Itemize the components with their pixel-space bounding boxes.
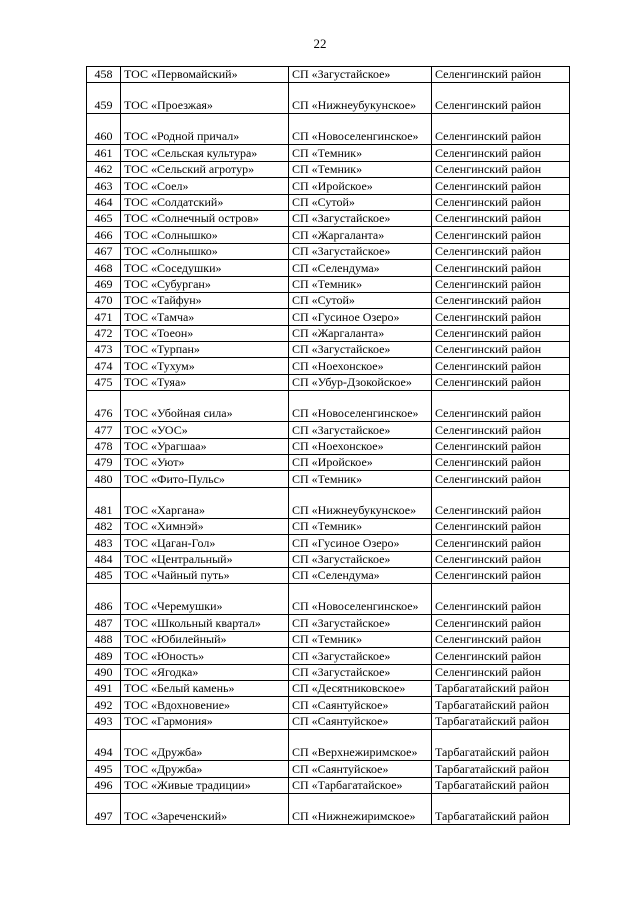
settlement-name: СП «Загустайское» — [289, 210, 432, 226]
district-name: Селенгинский район — [432, 145, 570, 161]
settlement-name: СП «Саянтуйское» — [289, 713, 432, 729]
tos-name: ТОС «Харгана» — [121, 487, 289, 518]
tos-name: ТОС «Гармония» — [121, 713, 289, 729]
settlement-name: СП «Тарбагатайское» — [289, 777, 432, 793]
settlement-name: СП «Нижнежиримское» — [289, 793, 432, 824]
row-number: 480 — [87, 471, 121, 487]
settlement-name: СП «Десятниковское» — [289, 680, 432, 696]
settlement-name: СП «Загустайское» — [289, 243, 432, 259]
page-number: 22 — [313, 36, 327, 51]
table-row — [87, 422, 570, 438]
tos-name: ТОС «Тамча» — [121, 309, 289, 325]
row-number: 469 — [87, 276, 121, 292]
tos-name: ТОС «Цаган-Гол» — [121, 535, 289, 551]
settlement-name: СП «Сутой» — [289, 194, 432, 210]
row-number: 463 — [87, 178, 121, 194]
row-number: 497 — [87, 793, 121, 824]
row-number: 459 — [87, 83, 121, 114]
tos-name: ТОС «Дружба» — [121, 761, 289, 777]
tos-name: ТОС «Родной причал» — [121, 114, 289, 145]
table-row — [87, 227, 570, 243]
settlement-name: СП «Загустайское» — [289, 342, 432, 358]
district-name: Селенгинский район — [432, 631, 570, 647]
table-row — [87, 67, 570, 83]
tos-name: ТОС «Проезжая» — [121, 83, 289, 114]
row-number: 488 — [87, 631, 121, 647]
row-number: 478 — [87, 438, 121, 454]
settlement-name: СП «Темник» — [289, 276, 432, 292]
tos-name: ТОС «Центральный» — [121, 551, 289, 567]
settlement-name: СП «Гусиное Озеро» — [289, 309, 432, 325]
table-row — [87, 518, 570, 534]
district-name: Селенгинский район — [432, 471, 570, 487]
table-row — [87, 194, 570, 210]
district-name: Тарбагатайский район — [432, 713, 570, 729]
settlement-name: СП «Жаргаланта» — [289, 227, 432, 243]
tos-registry-table — [86, 66, 570, 825]
row-number: 489 — [87, 648, 121, 664]
district-name: Селенгинский район — [432, 391, 570, 422]
row-number: 492 — [87, 697, 121, 713]
district-name: Селенгинский район — [432, 567, 570, 583]
district-name: Селенгинский район — [432, 178, 570, 194]
district-name: Тарбагатайский район — [432, 730, 570, 761]
district-name: Селенгинский район — [432, 374, 570, 390]
settlement-name: СП «Нижнеубукунское» — [289, 83, 432, 114]
district-name: Селенгинский район — [432, 260, 570, 276]
district-name: Селенгинский район — [432, 518, 570, 534]
table-row — [87, 342, 570, 358]
table-row — [87, 777, 570, 793]
settlement-name: СП «Загустайское» — [289, 664, 432, 680]
tos-name: ТОС «Фито-Пульс» — [121, 471, 289, 487]
table-row — [87, 664, 570, 680]
district-name: Селенгинский район — [432, 358, 570, 374]
table-row — [87, 713, 570, 729]
table-row — [87, 730, 570, 761]
tos-name: ТОС «Первомайский» — [121, 67, 289, 83]
row-number: 481 — [87, 487, 121, 518]
table-row — [87, 358, 570, 374]
district-name: Селенгинский район — [432, 161, 570, 177]
table-row — [87, 471, 570, 487]
row-number: 461 — [87, 145, 121, 161]
table-row — [87, 309, 570, 325]
tos-name: ТОС «Солнышко» — [121, 243, 289, 259]
table-row — [87, 260, 570, 276]
settlement-name: СП «Новоселенгинское» — [289, 114, 432, 145]
district-name: Селенгинский район — [432, 83, 570, 114]
district-name: Селенгинский район — [432, 615, 570, 631]
settlement-name: СП «Иройское» — [289, 178, 432, 194]
district-name: Тарбагатайский район — [432, 697, 570, 713]
row-number: 482 — [87, 518, 121, 534]
table-row — [87, 391, 570, 422]
tos-name: ТОС «Убойная сила» — [121, 391, 289, 422]
settlement-name: СП «Темник» — [289, 471, 432, 487]
row-number: 475 — [87, 374, 121, 390]
row-number: 496 — [87, 777, 121, 793]
table-row — [87, 276, 570, 292]
row-number: 465 — [87, 210, 121, 226]
district-name: Тарбагатайский район — [432, 777, 570, 793]
district-name: Тарбагатайский район — [432, 761, 570, 777]
tos-name: ТОС «Соел» — [121, 178, 289, 194]
table-row — [87, 210, 570, 226]
tos-name: ТОС «Школьный квартал» — [121, 615, 289, 631]
row-number: 491 — [87, 680, 121, 696]
table-row — [87, 697, 570, 713]
table-row — [87, 161, 570, 177]
settlement-name: СП «Гусиное Озеро» — [289, 535, 432, 551]
settlement-name: СП «Нижнеубукунское» — [289, 487, 432, 518]
row-number: 487 — [87, 615, 121, 631]
tos-name: ТОС «Тайфун» — [121, 292, 289, 308]
district-name: Селенгинский район — [432, 664, 570, 680]
row-number: 466 — [87, 227, 121, 243]
table-row — [87, 292, 570, 308]
row-number: 494 — [87, 730, 121, 761]
table-row — [87, 567, 570, 583]
row-number: 462 — [87, 161, 121, 177]
table-row — [87, 535, 570, 551]
tos-name: ТОС «Солнечный остров» — [121, 210, 289, 226]
table-row — [87, 631, 570, 647]
tos-name: ТОС «Ягодка» — [121, 664, 289, 680]
tos-name: ТОС «Зареченский» — [121, 793, 289, 824]
district-name: Селенгинский район — [432, 648, 570, 664]
district-name: Селенгинский район — [432, 114, 570, 145]
settlement-name: СП «Саянтуйское» — [289, 761, 432, 777]
row-number: 483 — [87, 535, 121, 551]
table-row — [87, 551, 570, 567]
settlement-name: СП «Темник» — [289, 145, 432, 161]
row-number: 473 — [87, 342, 121, 358]
row-number: 493 — [87, 713, 121, 729]
row-number: 460 — [87, 114, 121, 145]
row-number: 486 — [87, 584, 121, 615]
row-number: 467 — [87, 243, 121, 259]
settlement-name: СП «Селендума» — [289, 567, 432, 583]
settlement-name: СП «Верхнежиримское» — [289, 730, 432, 761]
district-name: Селенгинский район — [432, 551, 570, 567]
settlement-name: СП «Загустайское» — [289, 615, 432, 631]
settlement-name: СП «Загустайское» — [289, 551, 432, 567]
row-number: 477 — [87, 422, 121, 438]
tos-name: ТОС «Солнышко» — [121, 227, 289, 243]
district-name: Селенгинский район — [432, 422, 570, 438]
tos-name: ТОС «Туяа» — [121, 374, 289, 390]
row-number: 476 — [87, 391, 121, 422]
settlement-name: СП «Темник» — [289, 518, 432, 534]
district-name: Селенгинский район — [432, 227, 570, 243]
tos-name: ТОС «Соседушки» — [121, 260, 289, 276]
table-row — [87, 374, 570, 390]
table-row — [87, 487, 570, 518]
table-row — [87, 761, 570, 777]
row-number: 495 — [87, 761, 121, 777]
row-number: 474 — [87, 358, 121, 374]
district-name: Тарбагатайский район — [432, 680, 570, 696]
table-row — [87, 615, 570, 631]
settlement-name: СП «Темник» — [289, 161, 432, 177]
table-row — [87, 438, 570, 454]
district-name: Селенгинский район — [432, 487, 570, 518]
settlement-name: СП «Загустайское» — [289, 67, 432, 83]
settlement-name: СП «Иройское» — [289, 455, 432, 471]
table-row — [87, 114, 570, 145]
row-number: 468 — [87, 260, 121, 276]
table-body — [87, 67, 570, 825]
district-name: Селенгинский район — [432, 342, 570, 358]
tos-name: ТОС «Черемушки» — [121, 584, 289, 615]
tos-name: ТОС «УОС» — [121, 422, 289, 438]
row-number: 458 — [87, 67, 121, 83]
district-name: Селенгинский район — [432, 535, 570, 551]
row-number: 470 — [87, 292, 121, 308]
row-number: 484 — [87, 551, 121, 567]
district-name: Селенгинский район — [432, 243, 570, 259]
row-number: 471 — [87, 309, 121, 325]
row-number: 479 — [87, 455, 121, 471]
tos-name: ТОС «Сельская культура» — [121, 145, 289, 161]
tos-name: ТОС «Белый камень» — [121, 680, 289, 696]
tos-name: ТОС «Уют» — [121, 455, 289, 471]
district-name: Тарбагатайский район — [432, 793, 570, 824]
tos-name: ТОС «Чайный путь» — [121, 567, 289, 583]
district-name: Селенгинский район — [432, 210, 570, 226]
tos-name: ТОС «Субурган» — [121, 276, 289, 292]
district-name: Селенгинский район — [432, 309, 570, 325]
district-name: Селенгинский район — [432, 325, 570, 341]
table-row — [87, 584, 570, 615]
settlement-name: СП «Загустайское» — [289, 648, 432, 664]
table-row — [87, 145, 570, 161]
settlement-name: СП «Ноехонское» — [289, 438, 432, 454]
tos-name: ТОС «Химнэй» — [121, 518, 289, 534]
tos-name: ТОС «Юбилейный» — [121, 631, 289, 647]
district-name: Селенгинский район — [432, 584, 570, 615]
settlement-name: СП «Новоселенгинское» — [289, 584, 432, 615]
settlement-name: СП «Новоселенгинское» — [289, 391, 432, 422]
tos-name: ТОС «Дружба» — [121, 730, 289, 761]
tos-name: ТОС «Живые традиции» — [121, 777, 289, 793]
settlement-name: СП «Сутой» — [289, 292, 432, 308]
district-name: Селенгинский район — [432, 276, 570, 292]
table-row — [87, 793, 570, 824]
tos-name: ТОС «Сельский агротур» — [121, 161, 289, 177]
district-name: Селенгинский район — [432, 194, 570, 210]
tos-name: ТОС «Урагшаа» — [121, 438, 289, 454]
district-name: Селенгинский район — [432, 438, 570, 454]
table-row — [87, 648, 570, 664]
table-row — [87, 455, 570, 471]
row-number: 485 — [87, 567, 121, 583]
row-number: 490 — [87, 664, 121, 680]
tos-name: ТОС «Тоеон» — [121, 325, 289, 341]
district-name: Селенгинский район — [432, 455, 570, 471]
tos-name: ТОС «Тухум» — [121, 358, 289, 374]
settlement-name: СП «Ноехонское» — [289, 358, 432, 374]
district-name: Селенгинский район — [432, 292, 570, 308]
settlement-name: СП «Саянтуйское» — [289, 697, 432, 713]
tos-name: ТОС «Солдатский» — [121, 194, 289, 210]
settlement-name: СП «Жаргаланта» — [289, 325, 432, 341]
settlement-name: СП «Убур-Дзокойское» — [289, 374, 432, 390]
tos-name: ТОС «Юность» — [121, 648, 289, 664]
table-row — [87, 243, 570, 259]
table-row — [87, 178, 570, 194]
row-number: 472 — [87, 325, 121, 341]
settlement-name: СП «Загустайское» — [289, 422, 432, 438]
district-name: Селенгинский район — [432, 67, 570, 83]
settlement-name: СП «Темник» — [289, 631, 432, 647]
table-row — [87, 83, 570, 114]
table-row — [87, 325, 570, 341]
row-number: 464 — [87, 194, 121, 210]
table-row — [87, 680, 570, 696]
settlement-name: СП «Селендума» — [289, 260, 432, 276]
tos-name: ТОС «Вдохновение» — [121, 697, 289, 713]
tos-name: ТОС «Турпан» — [121, 342, 289, 358]
